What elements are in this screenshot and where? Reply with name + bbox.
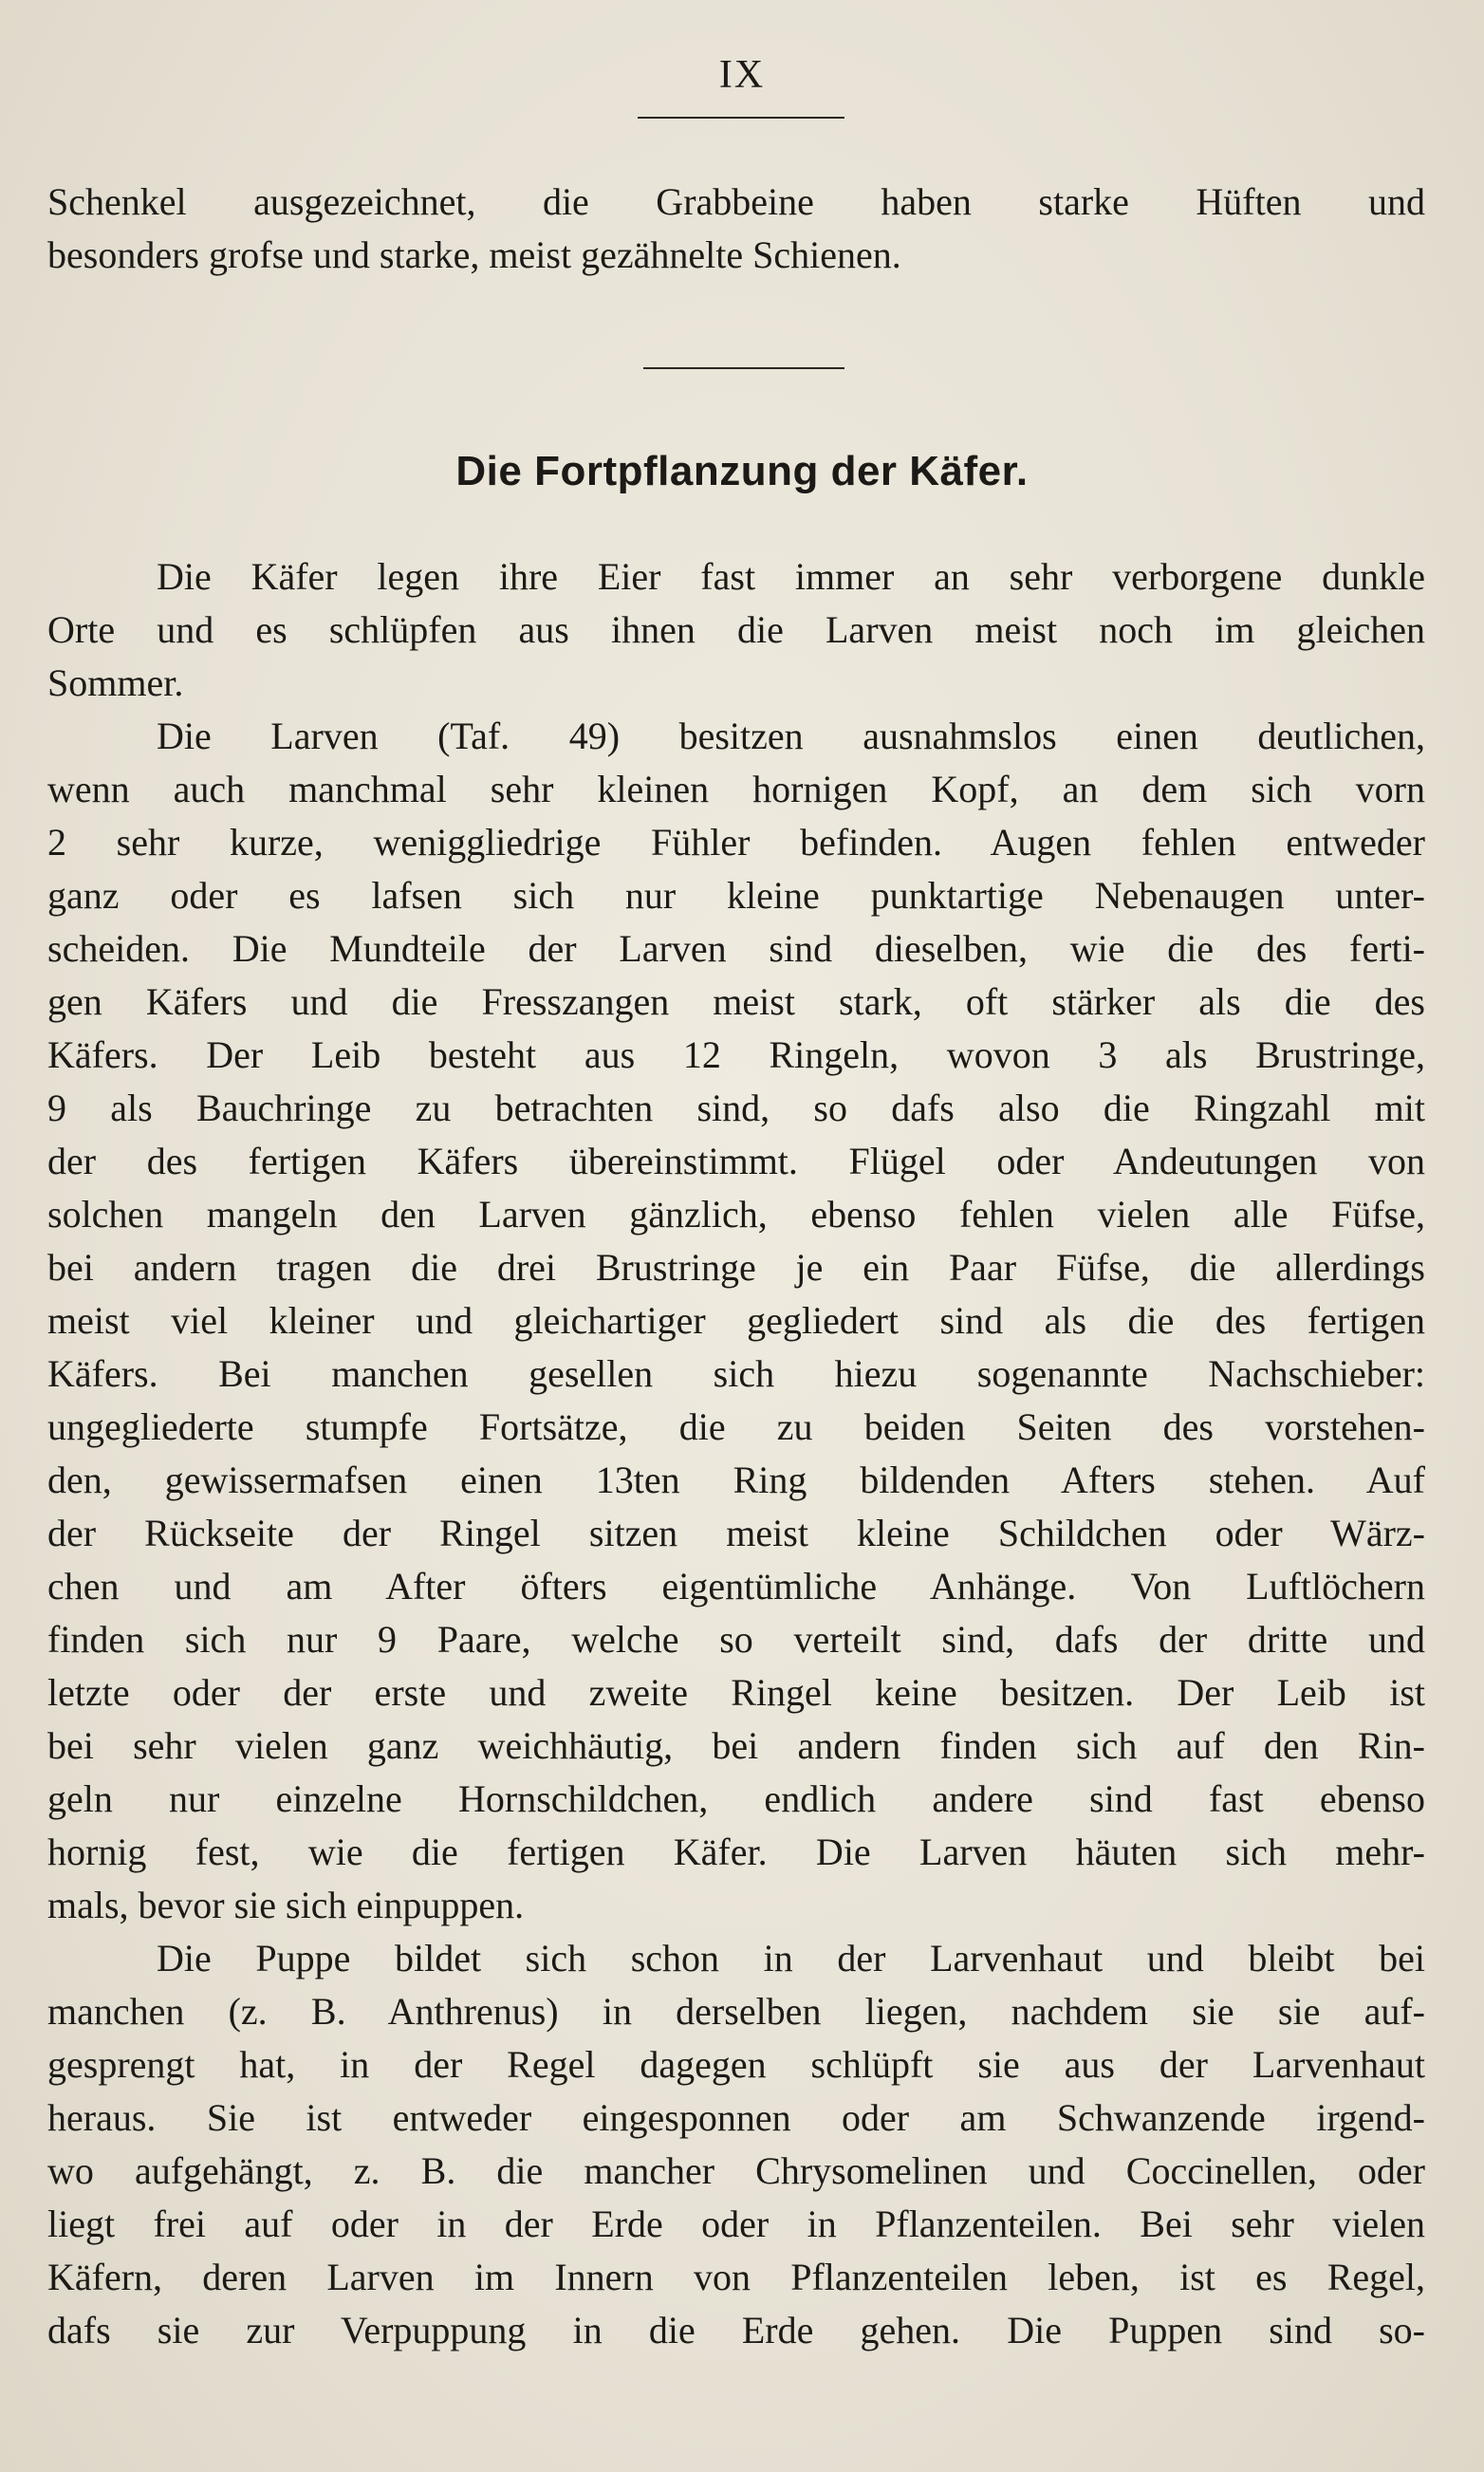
header-rule bbox=[638, 117, 844, 119]
text-line: letzte oder der erste und zweite Ringel keine besitzen. Der Leib ist bbox=[47, 1671, 1425, 1714]
text-line: scheiden. Die Mundteile der Larven sind dieselben, wie die des ferti- bbox=[47, 927, 1425, 970]
text-line: Sommer. bbox=[47, 661, 184, 704]
text-line: gesprengt hat, in der Regel dagegen schlüpft sie aus der Larvenhaut bbox=[47, 2043, 1425, 2086]
text-line: dafs sie zur Verpuppung in die Erde gehen. Die Puppen sind so- bbox=[47, 2309, 1425, 2351]
text-line: bei andern tragen die drei Brustringe je ein Paar Füfse, die allerdings bbox=[47, 1246, 1425, 1289]
text-line: der Rückseite der Ringel sitzen meist kleine Schildchen oder Wärz- bbox=[47, 1512, 1425, 1554]
text-line: Käfers. Der Leib besteht aus 12 Ringeln, wovon 3 als Brustringe, bbox=[47, 1033, 1425, 1076]
text-line: ganz oder es lafsen sich nur kleine punktartige Nebenaugen unter- bbox=[47, 874, 1425, 917]
section-divider bbox=[643, 367, 844, 369]
body-text bbox=[47, 550, 1425, 2357]
text-line: Die Käfer legen ihre Eier fast immer an sehr verborgene dunkle bbox=[157, 555, 1425, 598]
text-line: ungegliederte stumpfe Fortsätze, die zu beiden Seiten des vorstehen- bbox=[47, 1405, 1425, 1448]
text-line: 9 als Bauchringe zu betrachten sind, so dafs also die Ringzahl mit bbox=[47, 1087, 1425, 1129]
text-line: 2 sehr kurze, weniggliedrige Fühler befinden. Augen fehlen entweder bbox=[47, 821, 1425, 864]
text-line: hornig fest, wie die fertigen Käfer. Die Larven häuten sich mehr- bbox=[47, 1831, 1425, 1873]
text-line: Die Puppe bildet sich schon in der Larvenhaut und bleibt bei bbox=[157, 1937, 1425, 1979]
text-line: den, gewissermafsen einen 13ten Ring bildenden Afters stehen. Auf bbox=[47, 1459, 1425, 1501]
text-line: heraus. Sie ist entweder eingesponnen oder am Schwanzende irgend- bbox=[47, 2096, 1425, 2139]
text-line: geln nur einzelne Hornschildchen, endlich andere sind fast ebenso bbox=[47, 1777, 1425, 1820]
text-line: meist viel kleiner und gleichartiger gegliedert sind als die des fertigen bbox=[47, 1299, 1425, 1342]
intro-paragraph bbox=[47, 176, 1425, 282]
text-line: bei sehr vielen ganz weichhäutig, bei andern finden sich auf den Rin- bbox=[47, 1724, 1425, 1767]
text-line: Die Larven (Taf. 49) besitzen ausnahmslos einen deutlichen, bbox=[157, 715, 1425, 757]
text-line: Käfern, deren Larven im Innern von Pflanzenteilen leben, ist es Regel, bbox=[47, 2256, 1425, 2298]
text-line: Orte und es schlüpfen aus ihnen die Larven meist noch im gleichen bbox=[47, 608, 1425, 651]
text-line: wo aufgehängt, z. B. die mancher Chrysomelinen und Coccinellen, oder bbox=[47, 2149, 1425, 2192]
text-line: manchen (z. B. Anthrenus) in derselben liegen, nachdem sie sie auf- bbox=[47, 1990, 1425, 2033]
text-line: mals, bevor sie sich einpuppen. bbox=[47, 1884, 525, 1926]
page-number: IX bbox=[718, 53, 766, 97]
text-line: solchen mangeln den Larven gänzlich, ebenso fehlen vielen alle Füfse, bbox=[47, 1193, 1425, 1236]
text-line: chen und am After öfters eigentümliche Anhänge. Von Luftlöchern bbox=[47, 1565, 1425, 1608]
text-line: finden sich nur 9 Paare, welche so verteilt sind, dafs der dritte und bbox=[47, 1618, 1425, 1661]
text-line: der des fertigen Käfers übereinstimmt. Flügel oder Andeutungen von bbox=[47, 1140, 1425, 1182]
section-title: Die Fortpflanzung der Käfer. bbox=[455, 448, 1029, 494]
text-line: Schenkel ausgezeichnet, die Grabbeine haben starke Hüften und bbox=[47, 180, 1425, 223]
text-line: besonders grofse und starke, meist gezähnelte Schienen. bbox=[47, 233, 901, 276]
text-line: Käfers. Bei manchen gesellen sich hiezu sogenannte Nachschieber: bbox=[47, 1352, 1425, 1395]
text-line: wenn auch manchmal sehr kleinen hornigen Kopf, an dem sich vorn bbox=[47, 768, 1425, 810]
text-line: gen Käfers und die Fresszangen meist stark, oft stärker als die des bbox=[47, 980, 1425, 1023]
text-line: liegt frei auf oder in der Erde oder in Pflanzenteilen. Bei sehr vielen bbox=[47, 2202, 1425, 2245]
